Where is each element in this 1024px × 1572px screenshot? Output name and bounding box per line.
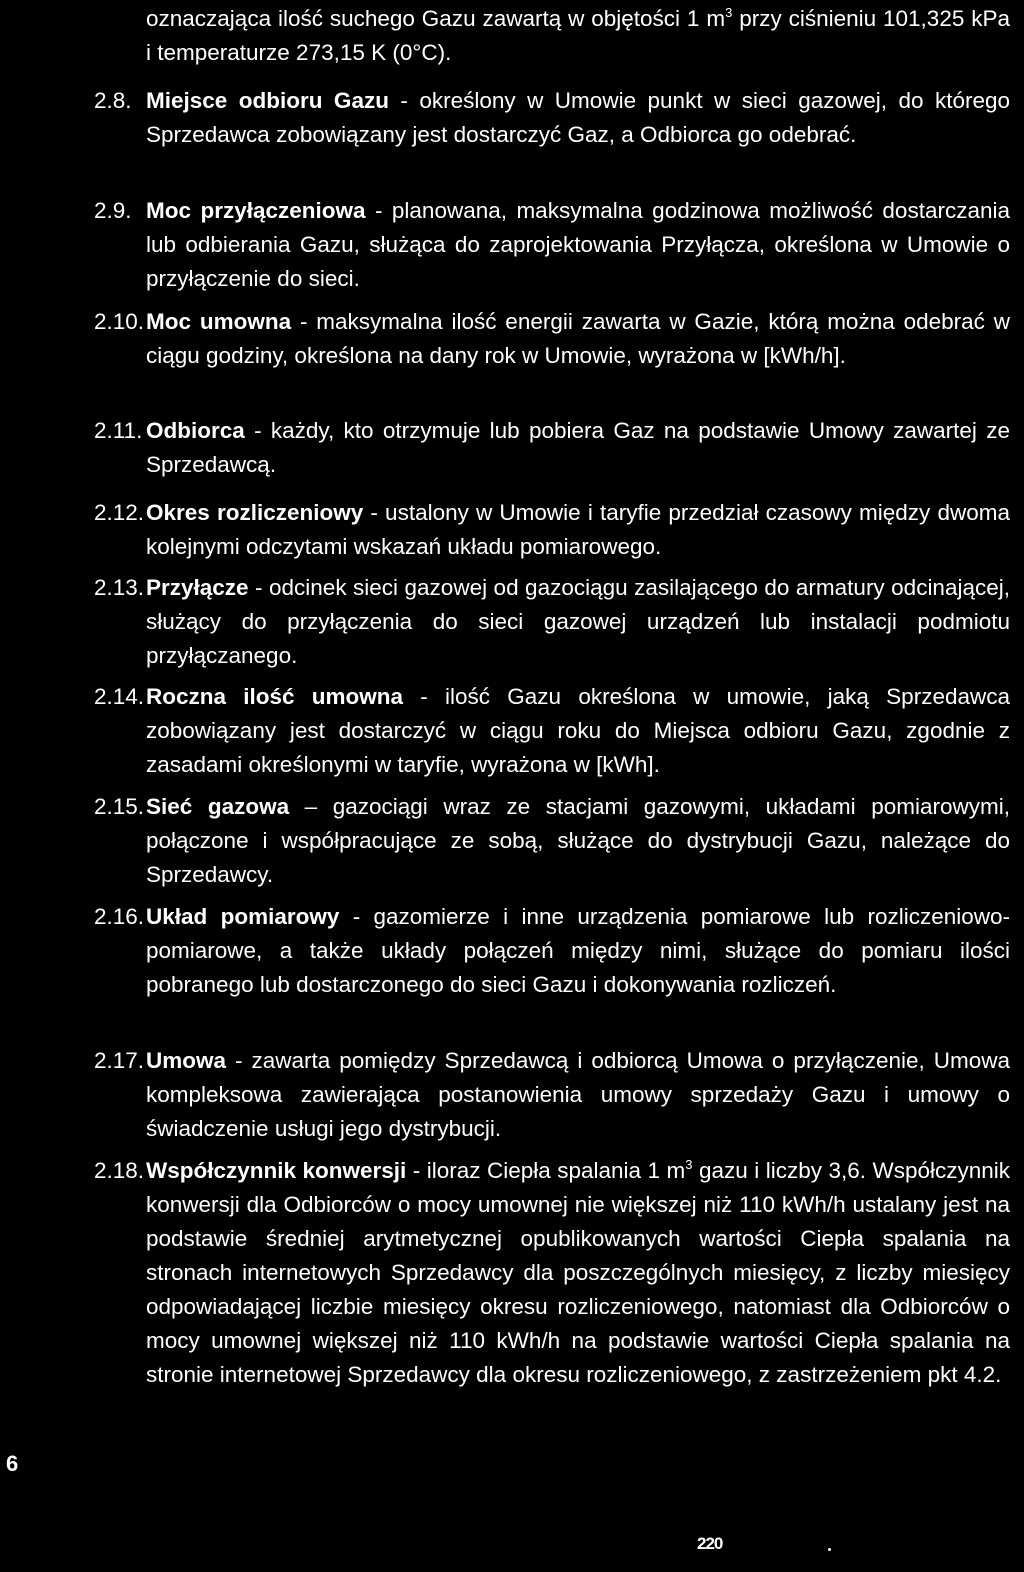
definition-number: 2.13.: [94, 575, 145, 600]
definition-2-11: [94, 414, 1010, 482]
definition-text: - ilość Gazu określona w umowie, jaką Sprzedawca zobowiązany jest dostarczyć w ciągu roku do Miejsca odbioru Gazu, zgodnie z zasadami określonymi w taryfie, wyrażona w [kWh].: [146, 684, 1010, 777]
definition-2-17: [94, 1044, 1010, 1146]
definition-2-15: [94, 790, 1010, 892]
definition-2-9: [94, 194, 1010, 296]
definition-2-8: [94, 84, 1010, 152]
definition-text: - gazomierze i inne urządzenia pomiarowe lub rozliczeniowo-pomiarowe, a także układy połączeń między nimi, służące do pomiaru ilości pobranego lub dostarczonego do sieci Gazu i dokonywania rozliczeń.: [146, 904, 1010, 997]
definition-number: 2.14.: [94, 684, 145, 709]
definition-2-12: [94, 496, 1010, 564]
definition-term: Moc umowna: [146, 309, 292, 334]
definition-2-10: [94, 305, 1010, 373]
definition-number: 2.9.: [94, 198, 132, 223]
definition-number: 2.18.: [94, 1158, 145, 1183]
definition-term: Okres rozliczeniowy: [146, 500, 364, 525]
definition-text: - zawarta pomiędzy Sprzedawcą i odbiorcą Umowa o przyłączenie, Umowa kompleksowa zawierająca postanowienia umowy sprzedaży Gazu i umowy o świadczenie usługi jego dystrybucji.: [146, 1048, 1010, 1141]
definition-superscript: 3: [685, 1157, 693, 1172]
scan-dot: [828, 1548, 831, 1551]
definition-2-16: [94, 900, 1010, 1002]
definition-term: Przyłącze: [146, 575, 249, 600]
definition-2-13: [94, 571, 1010, 673]
definition-text: – gazociągi wraz ze stacjami gazowymi, układami pomiarowymi, połączone i współpracujące ze sobą, służące do dystrybucji Gazu, należące do Sprzedawcy.: [146, 794, 1010, 887]
definition-2-18: [94, 1154, 1010, 1392]
definition-number: 2.17.: [94, 1048, 145, 1073]
page-number: 220: [697, 1534, 723, 1553]
definition-2-14: [94, 680, 1010, 782]
definition-text-1: - iloraz Ciepła spalania 1 m: [406, 1158, 686, 1183]
intro-text-2: przy ciśnieniu 101,325 kPa i temperaturze 273,15 K (0°C).: [146, 6, 1010, 65]
definition-text: - ustalony w Umowie i taryfie przedział czasowy między dwoma kolejnymi odczytami wskazań układu pomiarowego.: [146, 500, 1010, 559]
definition-term: Miejsce odbioru Gazu: [146, 88, 389, 113]
definition-term: Współczynnik konwersji: [146, 1158, 407, 1183]
definition-number: 2.12.: [94, 500, 145, 525]
definition-number: 2.16.: [94, 904, 145, 929]
intro-paragraph: [146, 2, 1010, 70]
definition-term: Moc przyłączeniowa: [146, 198, 366, 223]
intro-superscript: 3: [725, 5, 733, 20]
definition-text: - odcinek sieci gazowej od gazociągu zasilającego do armatury odcinającej, służący do przyłączenia do sieci gazowej urządzeń lub instalacji podmiotu przyłączanego.: [146, 575, 1010, 668]
definition-text: - określony w Umowie punkt w sieci gazowej, do którego Sprzedawca zobowiązany jest dostarczyć Gaz, a Odbiorca go odebrać.: [146, 88, 1010, 147]
definition-text: - każdy, kto otrzymuje lub pobiera Gaz na podstawie Umowy zawartej ze Sprzedawcą.: [146, 418, 1010, 477]
definition-number: 2.8.: [94, 88, 132, 113]
definition-number: 2.15.: [94, 794, 145, 819]
margin-number: 6: [6, 1451, 19, 1476]
definition-term: Układ pomiarowy: [146, 904, 340, 929]
definition-number: 2.11.: [94, 418, 143, 443]
definition-term: Umowa: [146, 1048, 227, 1073]
definition-text: - maksymalna ilość energii zawarta w Gazie, którą można odebrać w ciągu godziny, określona na dany rok w Umowie, wyrażona w [kWh/h].: [146, 309, 1010, 368]
definition-term: Sieć gazowa: [146, 794, 290, 819]
intro-text-1: oznaczająca ilość suchego Gazu zawartą w objętości 1 m: [146, 6, 726, 31]
definition-term: Odbiorca: [146, 418, 245, 443]
definition-text: - planowana, maksymalna godzinowa możliwość dostarczania lub odbierania Gazu, służąca do zaprojektowania Przyłącza, określona w Umowie o przyłączenie do sieci.: [146, 198, 1010, 291]
definition-term: Roczna ilość umowna: [146, 684, 404, 709]
definition-number: 2.10.: [94, 309, 145, 334]
definition-text-2: gazu i liczby 3,6. Współczynnik konwersji dla Odbiorców o mocy umownej nie większej niż 110 kWh/h ustalany jest na podstawie średniej arytmetycznej opublikowanych wartości Ciepła spalania na stronach internetowych Sprzedawcy dla poszczególnych miesięcy, z liczby miesięcy odpowiadającej liczbie miesięcy okresu rozliczeniowego, natomiast dla Odbiorców o mocy umownej większej niż 110 kWh/h na podstawie wartości Ciepła spalania na stronie internetowej Sprzedawcy dla okresu rozliczeniowego, z zastrzeżeniem pkt 4.2.: [146, 1158, 1011, 1387]
